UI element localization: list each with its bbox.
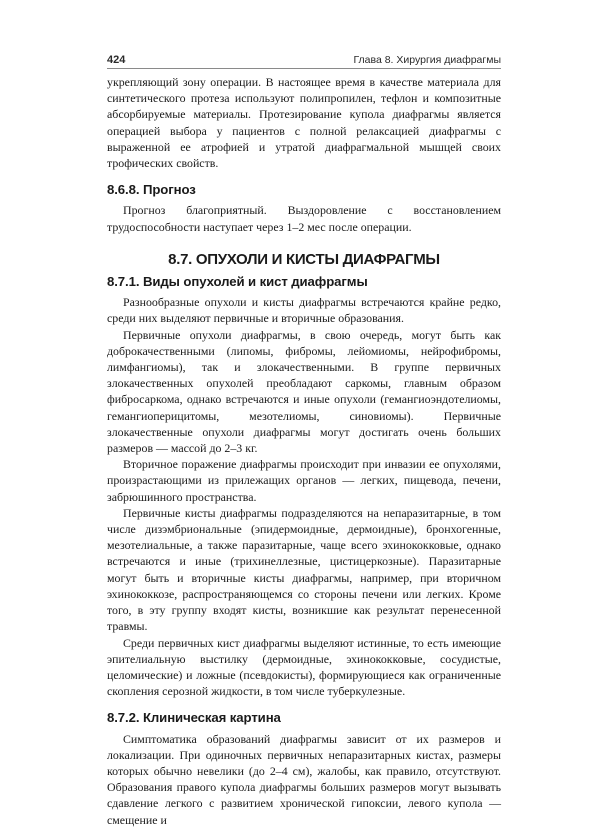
body-paragraph: Первичные кисты диафрагмы подразделяются на непаразитарные, в том числе дизэмбриональные (эпидермоидные, дермоидные), бронхогенные, мезотелиальные, а также паразитарные, чаще всего эхинококковые, однако встречаются и иные (трихинеллезные, цистицеркозные). Паразитарные могут быть и вторичные кисты диафрагмы, например, при вторичном эхинококкозе, распространяющемся со стороны печени или легких. Кроме того, в эту группу входят кисты, возникшие как результат перенесенной травмы. [107,505,501,634]
running-header [107,44,501,69]
page-body [107,74,501,828]
intro-paragraph: укрепляющий зону операции. В настоящее время в качестве материала для синтетического протеза используют полипропилен, тефлон и композитные абсорбируемые материалы. Протезирование купола диафрагмы является операцией выбора у пациентов с полной релаксацией диафрагмы с выраженной ее атрофией и утратой диафрагмальной мышцей своих трофических свойств. [107,75,501,171]
body-paragraph: Первичные опухоли диафрагмы, в свою очередь, могут быть как доброкачественными (липомы, фибромы, лейомиомы, нейрофибромы, лимфангиомы), так и злокачественными. В группе первичных злокачественных опухолей преобладают саркомы, главным образом фибросаркома, однако встречаются и иные опухоли (гемангиоэндотелиомы, гемангиоперицитомы, мезотелиомы, синовиомы). Первичные злокачественные опухоли диафрагмы могут достигать очень больших размеров — массой до 2–3 кг. [107,327,501,456]
heading-8-7-2: 8.7.2. Клиническая картина [107,710,281,726]
chapter-title: Глава 8. Хирургия диафрагмы [353,54,501,66]
header-divider [107,68,501,69]
body-paragraph: Среди первичных кист диафрагмы выделяют истинные, то есть имеющие эпителиальную выстилку (дермоидные, эхинококковые, сосудистые, целомические) и ложные (псевдокисты), формирующиеся как ограниченные скопления серозной жидкости, в том числе туберкулезные. [107,635,501,699]
body-paragraph: Вторичное поражение диафрагмы происходит при инвазии ее опухолями, произрастающими из прилежащих органов — легких, пищевода, печени, забрюшинного пространства. [107,457,501,504]
section-heading-8-7: 8.7. ОПУХОЛИ И КИСТЫ ДИАФРАГМЫ [168,250,440,268]
heading-8-7-1: 8.7.1. Виды опухолей и кист диафрагмы [107,274,368,290]
page-number: 424 [107,54,126,66]
prognosis-paragraph: Прогноз благоприятный. Выздоровление с восстановлением трудоспособности наступает через 1–2 мес после операции. [107,203,501,234]
body-paragraph: Разнообразные опухоли и кисты диафрагмы встречаются крайне редко, среди них выделяют первичные и вторичные образования. [107,295,501,326]
body-paragraph: Симптоматика образований диафрагмы зависит от их размеров и локализации. При одиночных первичных непаразитарных кистах, размеры которых обычно невелики (до 2–4 см), жалобы, как правило, отсутствуют. Образования правого купола диафрагмы больших размеров могут вызывать сдавление легкого с развитием хронической гипоксии, левого купола — смещение и [107,731,501,827]
heading-8-6-8: 8.6.8. Прогноз [107,182,196,198]
